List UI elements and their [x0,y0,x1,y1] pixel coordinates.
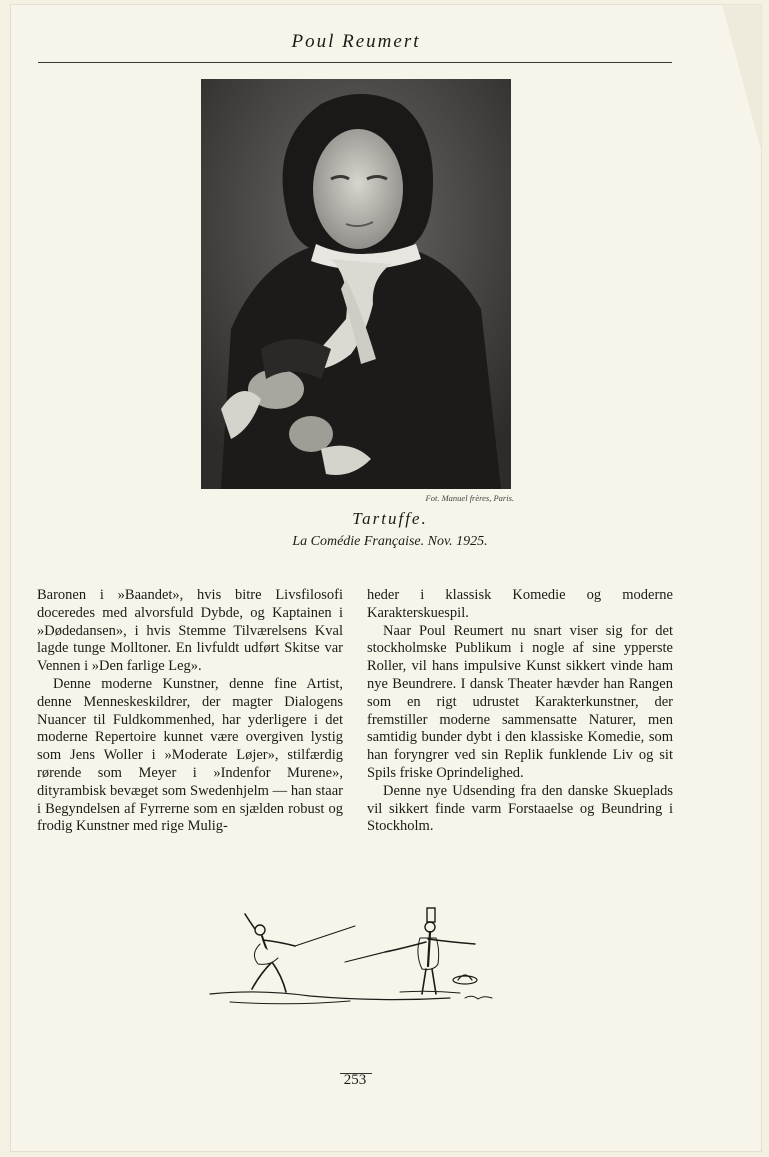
caption-title: Tartuffe. [352,509,428,528]
running-title: Poul Reumert [291,31,421,52]
photo-credit: Fot. Manuel frères, Paris. [425,493,514,503]
paper-fold-shadow [722,4,762,154]
paragraph: Denne moderne Kunstner, denne fine Artist, denne Menneskeskildrer, der magter Dialogens Nuancer til Fuldkommenhed, har yderligere i det moderne Repertoire kunnet være overgiven lystig som Jens Woller i »Moderate Løjer», stilfærdig rørende som Meyer i »Indenfor Murene», dityrambisk bevæget som Swedenhjelm — han staar i Begyndelsen af Fyrrerne som en sjælden robust og frodig Kunstner med rige Mulig- [37,675,343,835]
text-column-left [37,587,343,836]
paragraph: Denne nye Udsending fra den danske Skueplads vil sikkert finde varm Forstaaelse og Beundring i Stockholm. [367,782,673,835]
portrait-photo [201,79,511,489]
text-column-right [367,587,673,836]
portrait-illustration [201,79,511,489]
caption-subtitle: La Comédie Française. Nov. 1925. [292,534,488,549]
fencing-sketch-illustration [200,894,520,1019]
paragraph: Naar Poul Reumert nu snart viser sig for det stockholmske Publikum i nogle af sine ypperste Roller, vil hans impulsive Kunst sikkert vinde ham nye Beundrere. I dansk Theater hævder han Rangen som en rigt udrustet Karakterkunstner, der fremstiller moderne sammensatte Naturer, men samtidig bunder dybt i den klassiske Komedie, som han foryngrer ved sin Replik funklende Liv og sit Spils friske Oprindelighed. [367,622,673,781]
header-rule [38,62,672,63]
paragraph: Baronen i »Baandet», hvis bitre Livsfilosofi doceredes med alvorsfuld Dybde, og Kaptainen i »Dødedansen», i hvis Stemme Tilværelsens Kval lagde tunge Molltoner. En livfuldt udført Skitse var Vennen i »Den farlige Leg». [37,587,343,675]
paragraph: heder i klassisk Komedie og moderne Karakterskuespil. [367,587,673,621]
page [10,4,762,1152]
page-number: 253 [343,1072,367,1088]
